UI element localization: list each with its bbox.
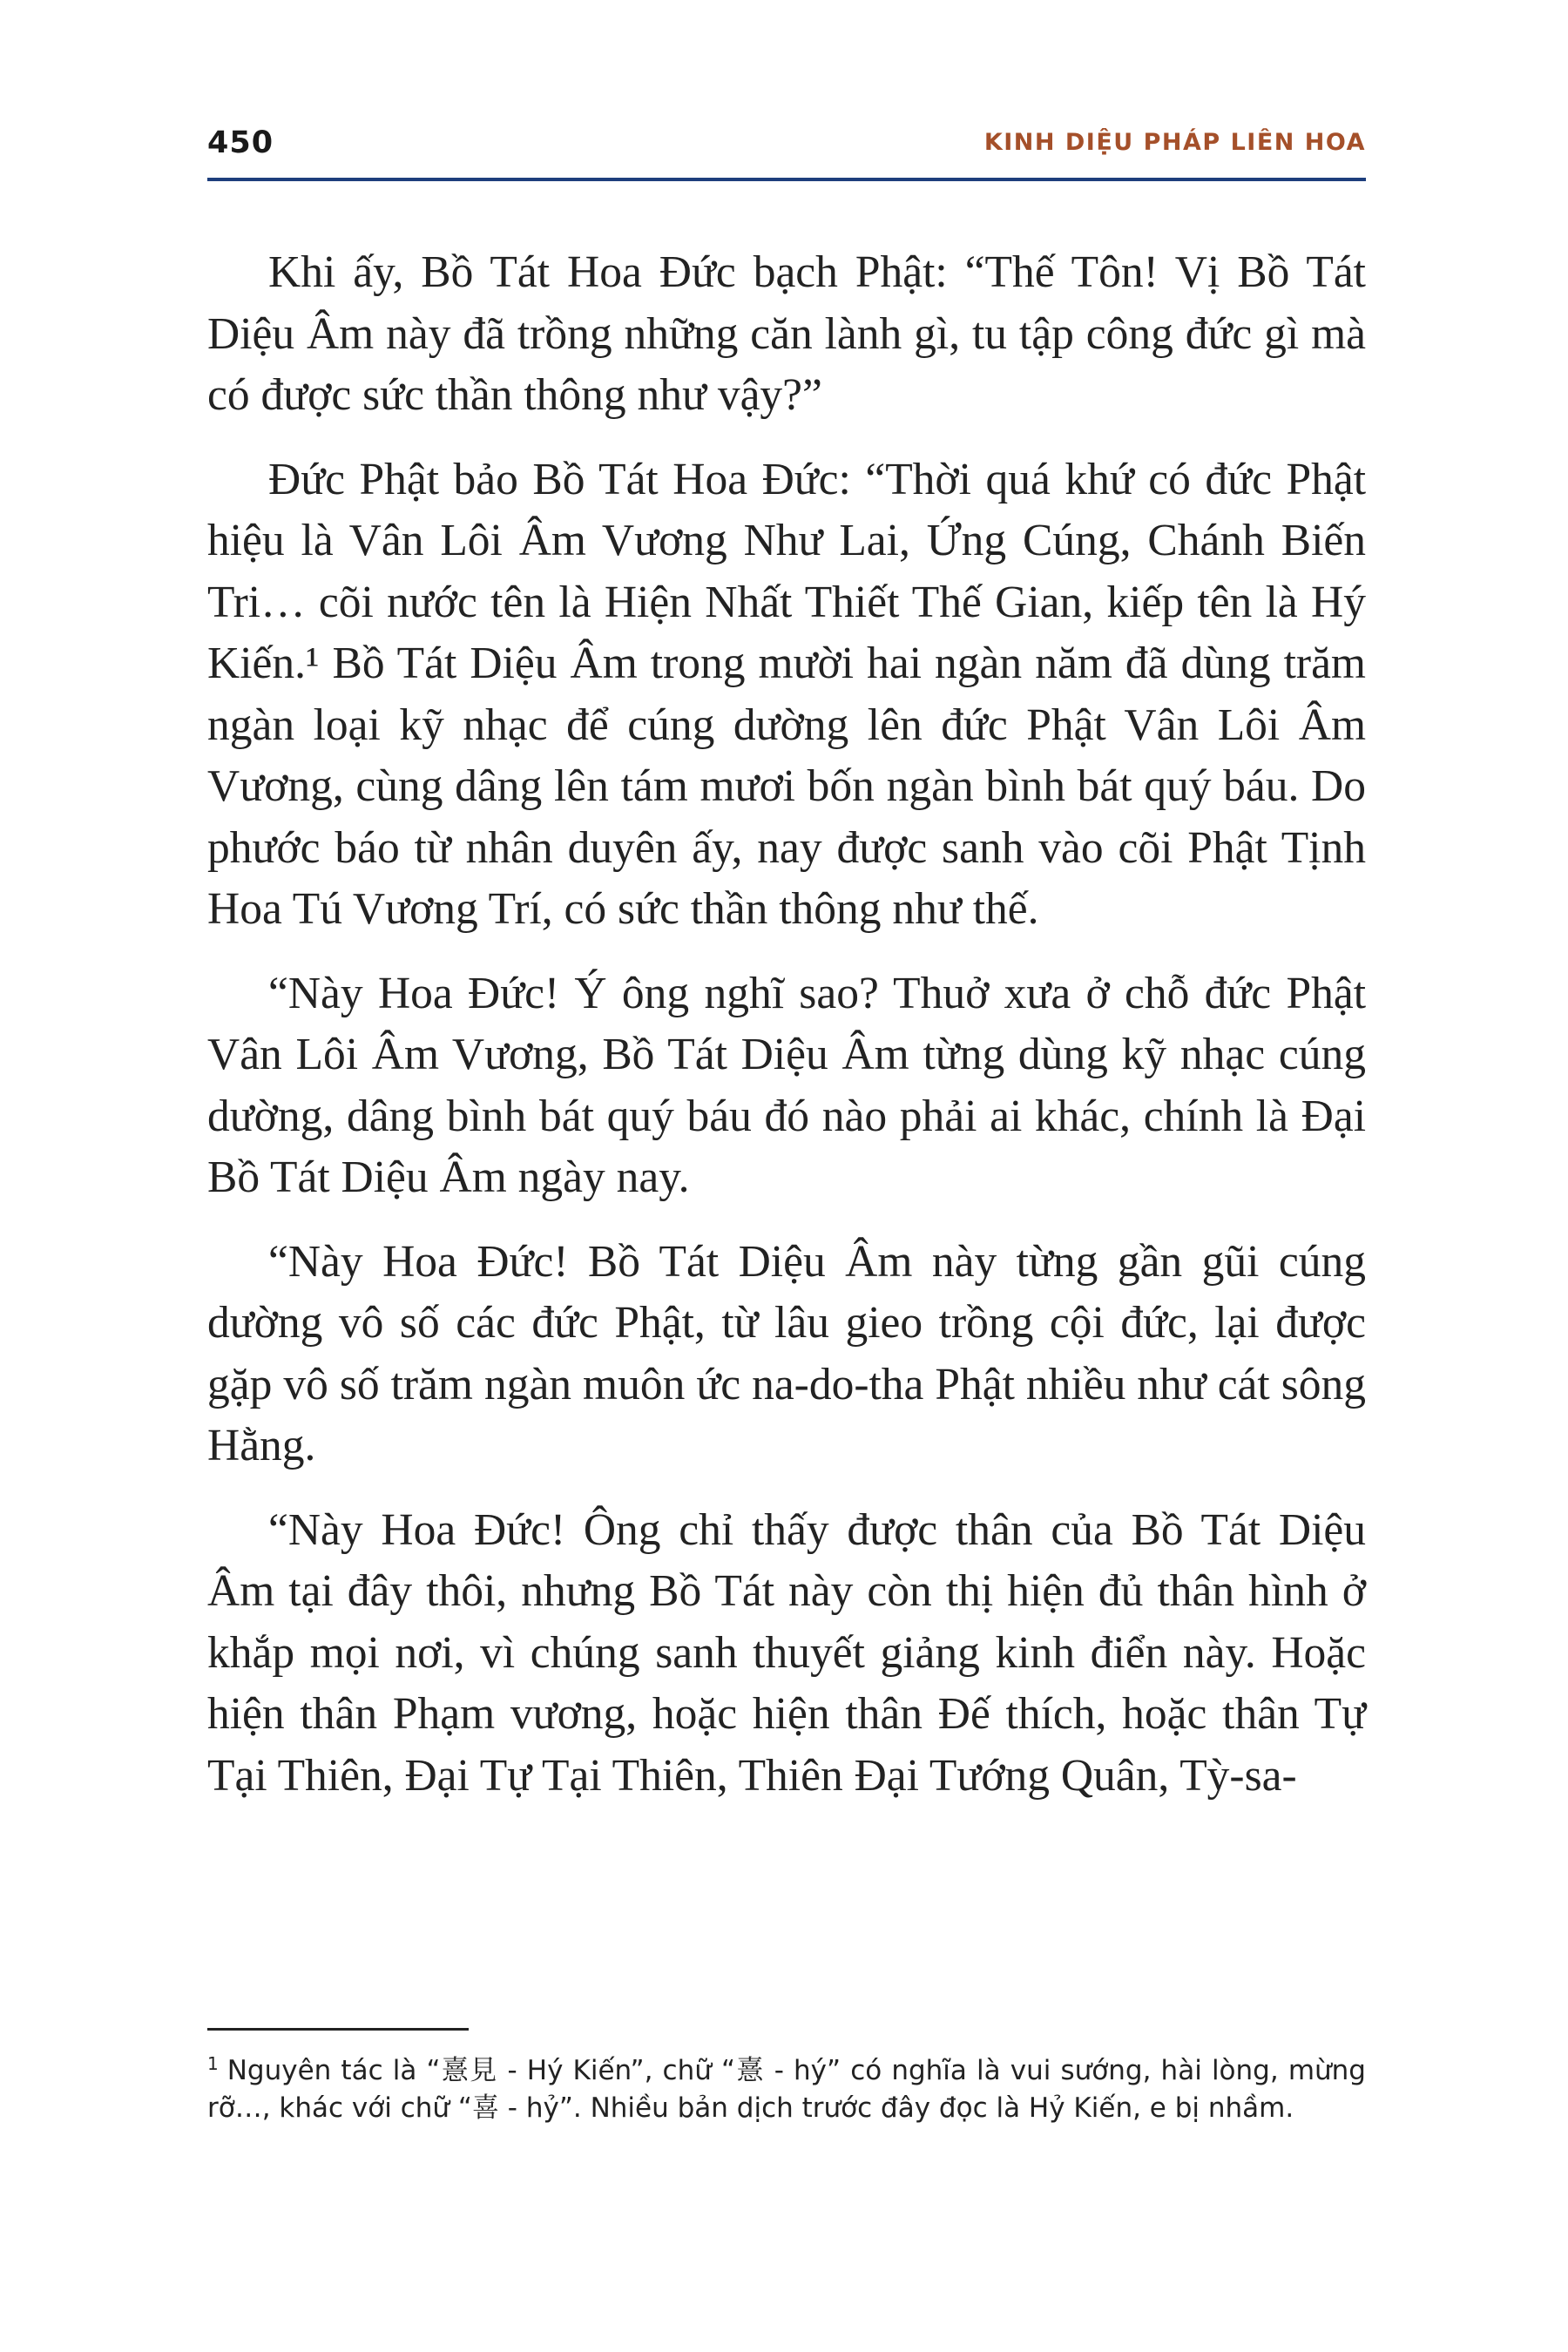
page-number: 450 — [207, 125, 274, 160]
footnote-marker: 1 — [207, 2053, 219, 2074]
paragraph: “Này Hoa Đức! Ông chỉ thấy được thân của Bồ Tát Diệu Âm tại đây thôi, nhưng Bồ Tát này còn thị hiện đủ thân hình ở khắp mọi nơi, vì chúng sanh thuyết giảng kinh điển này. Hoặc hiện thân Phạm vương, hoặc hiện thân Đế thích, hoặc thân Tự Tại Thiên, Đại Tự Tại Thiên, Thiên Đại Tướng Quân, Tỳ-sa- — [207, 1504, 1366, 1801]
paragraph: Khi ấy, Bồ Tát Hoa Đức bạch Phật: “Thế Tôn! Vị Bồ Tát Diệu Âm này đã trồng những căn lành gì, tu tập công đức gì mà có được sức thần thông như vậy?” — [207, 247, 1366, 420]
footnote — [207, 2045, 1366, 2127]
paragraph: “Này Hoa Đức! Bồ Tát Diệu Âm này từng gần gũi cúng dường vô số các đức Phật, từ lâu gieo trồng cội đức, lại được gặp vô số trăm ngàn muôn ức na-do-tha Phật nhiều như cát sông Hằng. — [207, 1236, 1366, 1470]
footnote-rule — [207, 2028, 469, 2031]
body-text — [207, 242, 1366, 1829]
paragraph: “Này Hoa Đức! Ý ông nghĩ sao? Thuở xưa ở chỗ đức Phật Vân Lôi Âm Vương, Bồ Tát Diệu Âm từng dùng kỹ nhạc cúng dường, dâng bình bát quý báu đó nào phải ai khác, chính là Đại Bồ Tát Diệu Âm ngày nay. — [207, 968, 1366, 1202]
running-header — [207, 122, 1366, 174]
header-rule — [207, 178, 1366, 181]
paragraph: Đức Phật bảo Bồ Tát Hoa Đức: “Thời quá khứ có đức Phật hiệu là Vân Lôi Âm Vương Như Lai, Ứng Cúng, Chánh Biến Tri… cõi nước tên là Hiện Nhất Thiết Thế Gian, kiếp tên là Hý Kiến.¹ Bồ Tát Diệu Âm trong mười hai ngàn năm đã dùng trăm ngàn loại kỹ nhạc để cúng dường lên đức Phật Vân Lôi Âm Vương, cùng dâng lên tám mươi bốn ngàn bình bát quý báu. Do phước báo từ nhân duyên ấy, nay được sanh vào cõi Phật Tịnh Hoa Tú Vương Trí, có sức thần thông như thế. — [207, 454, 1366, 934]
book-title: KINH DIỆU PHÁP LIÊN HOA — [983, 129, 1366, 156]
footnote-text: Nguyên tác là “憙見 - Hý Kiến”, chữ “憙 - hý” có nghĩa là vui sướng, hài lòng, mừng rỡ…, khác với chữ “喜 - hỷ”. Nhiều bản dịch trước đây đọc là Hỷ Kiến, e bị nhầm. — [207, 2055, 1366, 2124]
